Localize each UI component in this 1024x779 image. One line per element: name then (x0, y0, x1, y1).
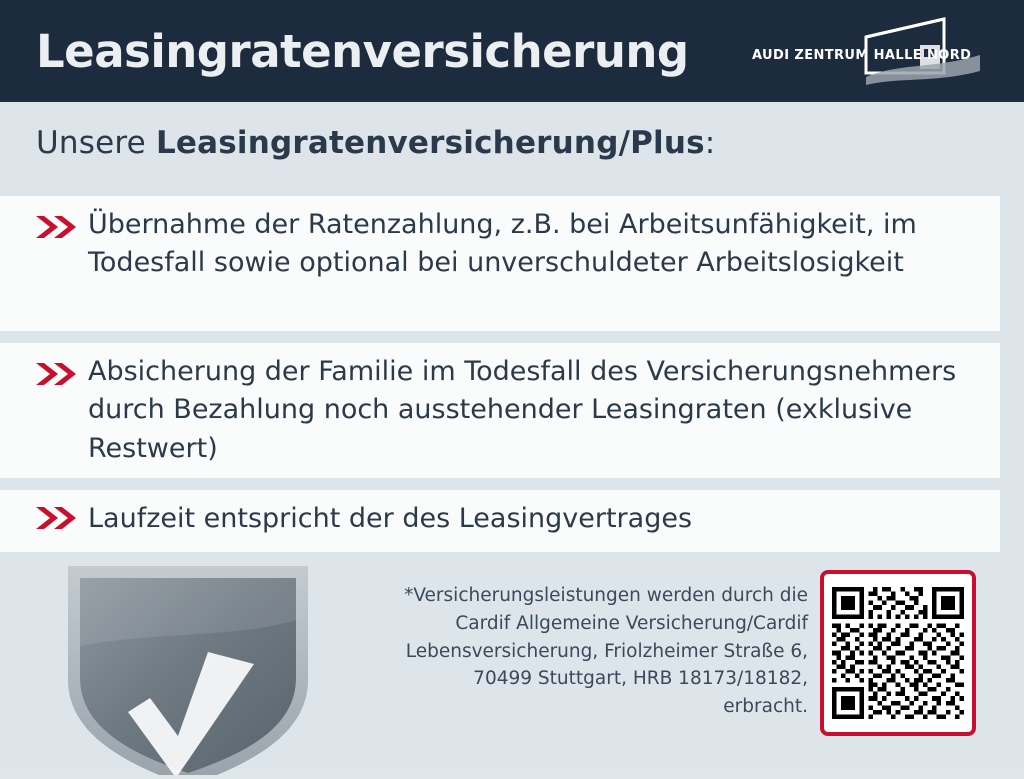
subtitle-lead: Unsere (36, 125, 156, 161)
shield-check-graphic (58, 560, 318, 775)
header-bar (0, 0, 1024, 102)
page-title: Leasingratenversicherung (36, 24, 689, 78)
logo-text: AUDI ZENTRUM HALLE NORD (752, 48, 972, 63)
bullet-block (0, 343, 1000, 478)
bullet-text: Absicherung der Familie im Todesfall des Versicherungsnehmers durch Bezahlung noch ausstehender Leasingraten (exklusive Restwert) (88, 356, 957, 464)
disclaimer-text: *Versicherungsleistungen werden durch die Cardif Allgemeine Versicherung/Cardif Lebensversicherung, Friolzheimer Straße 6, 70499 Stuttgart, HRB 18173/18182, erbracht. (404, 585, 808, 717)
qr-code[interactable] (820, 570, 976, 736)
double-chevron-right-icon (34, 361, 88, 387)
double-chevron-right-icon (34, 505, 88, 531)
double-chevron-right-icon (34, 214, 88, 240)
subtitle-trail: : (704, 125, 716, 161)
subtitle-bold: Leasingratenversicherung/Plus (155, 125, 705, 161)
bullet-text: Übernahme der Ratenzahlung, z.B. bei Arbeitsunfähigkeit, im Todesfall sowie optional bei unverschuldeter Arbeitslosigkeit (88, 209, 917, 279)
bullet-text: Laufzeit entspricht der des Leasingvertrages (88, 503, 693, 534)
audi-zentrum-halle-nord-logo (748, 11, 988, 91)
section-subtitle (36, 125, 715, 161)
svg-text:AUDI ZENTRUM HALLE NORD (752, 48, 971, 63)
bullet-block (0, 490, 1000, 552)
bullet-block (0, 196, 1000, 331)
